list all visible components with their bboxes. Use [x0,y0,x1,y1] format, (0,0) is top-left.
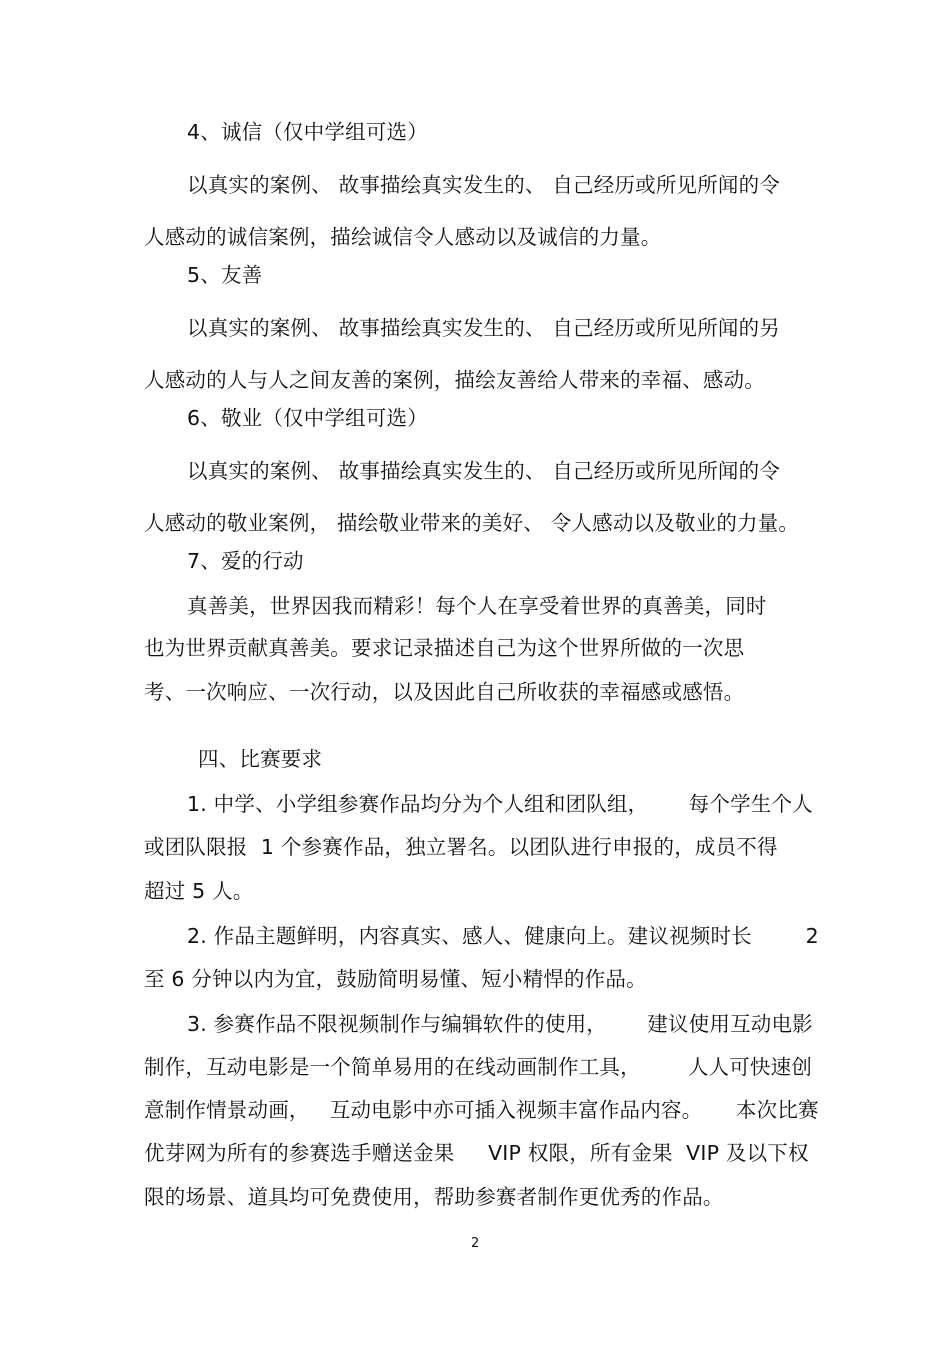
heading-friendliness: 5、友善 [187,263,263,287]
paragraph-love-line-2: 也为世界贡献真善美。要求记录描述自己为这个世界所做的一次思 [144,636,745,660]
page-number: 2 [471,1236,480,1251]
paragraph-love-line-3: 考、一次响应、一次行动，以及因此自己所收获的幸福感或感悟。 [144,680,745,704]
paragraph-integrity-line-1: 以真实的案例、 故事描绘真实发生的、 自己经历或所见所闻的令 [187,173,781,197]
requirement-3-line-1: 3. 参赛作品不限视频制作与编辑软件的使用， 建议使用互动电影 [187,1012,813,1036]
paragraph-dedication-line-2: 人感动的敬业案例， 描绘敬业带来的美好、 令人感动以及敬业的力量。 [144,511,800,535]
requirement-2-line-2: 至 6 分钟以内为宜，鼓励简明易懂、短小精悍的作品。 [144,967,647,991]
requirement-3-line-5: 限的场景、道具均可免费使用，帮助参赛者制作更优秀的作品。 [144,1185,724,1209]
requirement-2-line-1: 2. 作品主题鲜明，内容真实、感人、健康向上。建议视频时长 2 [187,924,819,948]
requirement-3-line-4: 优芽网为所有的参赛选手赠送金果 VIP 权限，所有金果 VIP 及以下权 [144,1141,809,1165]
requirement-1-line-3: 超过 5 人。 [144,879,254,903]
paragraph-dedication-line-1: 以真实的案例、 故事描绘真实发生的、 自己经历或所见所闻的令 [187,459,781,483]
heading-dedication: 6、敬业（仅中学组可选） [187,406,428,430]
heading-integrity: 4、诚信（仅中学组可选） [187,120,428,144]
requirement-1-line-2: 或团队限报 1 个参赛作品，独立署名。以团队进行申报的，成员不得 [144,835,778,859]
heading-action-of-love: 7、爱的行动 [187,549,304,573]
requirement-1-line-1: 1. 中学、小学组参赛作品均分为个人组和团队组， 每个学生个人 [187,792,813,816]
requirement-3-line-2: 制作，互动电影是一个简单易用的在线动画制作工具， 人人可快速创 [144,1055,813,1079]
section-heading-requirements: 四、比赛要求 [198,747,323,771]
paragraph-friendliness-line-1: 以真实的案例、 故事描绘真实发生的、 自己经历或所见所闻的另 [187,316,781,340]
paragraph-love-line-1: 真善美，世界因我而精彩！每个人在享受着世界的真善美，同时 [187,594,767,618]
requirement-3-line-3: 意制作情景动画， 互动电影中亦可插入视频丰富作品内容。 本次比赛 [144,1098,819,1122]
paragraph-integrity-line-2: 人感动的诚信案例，描绘诚信令人感动以及诚信的力量。 [144,225,662,249]
paragraph-friendliness-line-2: 人感动的人与人之间友善的案例，描绘友善给人带来的幸福、感动。 [144,368,765,392]
